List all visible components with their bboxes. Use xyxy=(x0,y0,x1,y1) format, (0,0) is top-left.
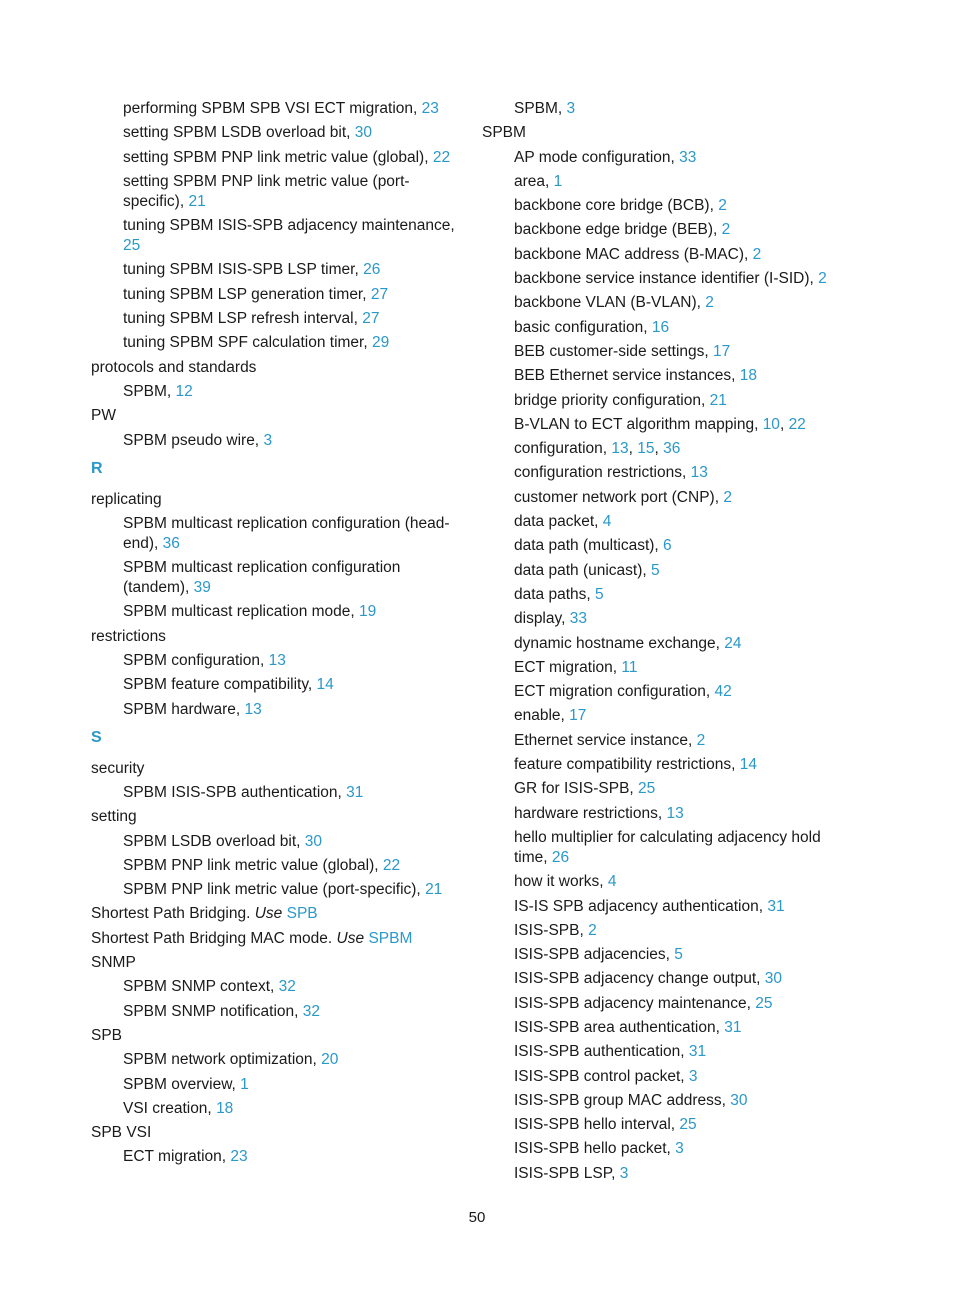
index-subentry xyxy=(91,514,461,554)
page-reference-link[interactable]: 29 xyxy=(371,334,390,352)
index-subentry xyxy=(91,172,461,212)
index-subentry xyxy=(91,856,461,876)
index-subentry xyxy=(482,731,852,751)
index-subentry xyxy=(482,872,852,892)
index-subentry xyxy=(482,921,852,941)
entry-text: ISIS-SPB, xyxy=(514,921,584,939)
entry-text: BEB Ethernet service instances, xyxy=(514,367,736,385)
page-reference-link[interactable]: 31 xyxy=(346,783,364,801)
entry-text: data paths, xyxy=(514,585,591,603)
index-subentry xyxy=(91,216,461,256)
page-reference-link[interactable]: 30 xyxy=(304,832,323,850)
index-column-left xyxy=(91,99,461,1172)
page-reference-link[interactable]: 21 xyxy=(709,391,727,409)
entry-text: SPBM feature compatibility, xyxy=(123,676,313,694)
index-subentry xyxy=(482,585,852,605)
entry-text: Shortest Path Bridging. xyxy=(91,905,251,923)
entry-text: display, xyxy=(514,610,566,628)
index-subentry xyxy=(482,1067,852,1087)
index-entry xyxy=(91,627,461,647)
index-subentry xyxy=(482,994,852,1014)
index-subentry xyxy=(482,682,852,702)
index-subentry xyxy=(482,609,852,629)
page-reference-link[interactable]: 2 xyxy=(588,921,597,939)
index-subentry xyxy=(91,148,461,168)
page-reference-link[interactable]: 13 xyxy=(666,804,684,822)
page-reference-link[interactable]: 5 xyxy=(595,585,604,603)
index-subentry xyxy=(91,700,461,720)
see-reference-link[interactable]: SPBM xyxy=(368,929,413,947)
page-reference-link[interactable]: 15 xyxy=(637,440,655,458)
index-subentry xyxy=(482,897,852,917)
page-reference-link[interactable]: 19 xyxy=(359,603,377,621)
entry-text: SPB xyxy=(91,1026,123,1044)
entry-text: SNMP xyxy=(91,954,136,972)
index-column-right xyxy=(482,99,852,1188)
entry-text: backbone MAC address (B-MAC), xyxy=(514,245,749,263)
index-subentry xyxy=(482,391,852,411)
index-subentry: B-VLAN to ECT algorithm mapping, 10, 22 xyxy=(514,415,806,433)
entry-text: basic configuration, xyxy=(514,318,648,336)
entry-text: backbone VLAN (B-VLAN), xyxy=(514,294,701,312)
index-entry xyxy=(91,406,461,426)
index-subentry: configuration, 13, 15, 36 xyxy=(514,440,681,458)
page-reference-link[interactable]: 2 xyxy=(696,731,706,749)
index-subentry xyxy=(91,977,461,997)
page-reference-link[interactable]: 2 xyxy=(752,245,762,263)
index-subentry xyxy=(91,1050,461,1070)
entry-text: SPB VSI xyxy=(91,1124,152,1142)
page-reference-link[interactable]: 31 xyxy=(724,1018,742,1036)
page-reference-link[interactable]: 2 xyxy=(721,221,731,239)
page-reference-link[interactable]: 22 xyxy=(788,415,806,433)
index-subentry xyxy=(91,285,461,305)
page-reference-link[interactable]: 33 xyxy=(679,148,697,166)
page-reference-link[interactable]: 21 xyxy=(425,881,443,899)
entry-text: ISIS-SPB adjacencies, xyxy=(514,946,670,964)
page-reference-link[interactable]: 5 xyxy=(674,946,683,964)
page-reference-link[interactable]: 25 xyxy=(638,780,656,798)
index-subentry xyxy=(482,488,852,508)
index-subentry xyxy=(482,196,852,216)
index-subentry xyxy=(482,1042,852,1062)
page-reference-link[interactable]: 11 xyxy=(621,658,638,676)
entry-text: tuning SPBM LSP refresh interval, xyxy=(123,310,358,328)
page-reference-link[interactable]: 26 xyxy=(551,848,570,866)
page-reference-link[interactable]: 18 xyxy=(216,1099,234,1117)
page-reference-link[interactable]: 12 xyxy=(175,382,193,400)
page-reference-link[interactable]: 25 xyxy=(123,237,141,255)
page-reference-link[interactable]: 3 xyxy=(566,100,576,117)
index-subentry xyxy=(91,431,461,451)
page-reference-link[interactable]: 31 xyxy=(767,897,785,915)
entry-text: hello multiplier for calculating adjacency hold time, xyxy=(514,828,821,866)
index-subentry xyxy=(482,220,852,240)
entry-text: Shortest Path Bridging MAC mode. xyxy=(91,929,333,947)
page-reference-link[interactable]: 2 xyxy=(718,197,727,215)
page-reference-link[interactable]: 22 xyxy=(382,856,401,874)
entry-text: setting xyxy=(91,808,137,826)
index-subentry xyxy=(482,293,852,313)
section-letter: S xyxy=(91,728,102,746)
index-entry xyxy=(91,490,461,510)
page-reference-link[interactable]: 17 xyxy=(713,342,731,360)
page-reference-link[interactable]: 33 xyxy=(569,610,587,628)
page-reference-link[interactable]: 18 xyxy=(739,367,757,385)
index-subentry xyxy=(482,634,852,654)
entry-text: backbone core bridge (BCB), xyxy=(514,197,714,215)
entry-text: security xyxy=(91,759,145,777)
entry-text: data packet, xyxy=(514,513,599,531)
entry-text: area, xyxy=(514,172,550,190)
index-subentry xyxy=(482,1139,852,1159)
entry-text: configuration restrictions, xyxy=(514,464,687,482)
entry-text: SPBM multicast replication configuration (tandem), xyxy=(123,559,401,597)
index-subentry xyxy=(91,1002,461,1022)
index-subentry xyxy=(91,558,461,598)
entry-text: ISIS-SPB LSP, xyxy=(514,1164,616,1182)
index-subentry xyxy=(482,658,852,678)
page-reference-link[interactable]: 24 xyxy=(724,634,742,652)
page-reference-link[interactable]: 27 xyxy=(370,285,389,303)
index-subentry xyxy=(482,512,852,532)
page-reference-link[interactable]: 30 xyxy=(764,970,782,988)
index-subentry xyxy=(482,779,852,799)
page-reference-link[interactable]: 20 xyxy=(321,1051,339,1069)
index-subentry xyxy=(482,366,852,386)
entry-text: data path (multicast), xyxy=(514,537,659,555)
page-reference-link[interactable]: 2 xyxy=(705,294,714,312)
entry-text: ISIS-SPB area authentication, xyxy=(514,1018,720,1036)
entry-text: customer network port (CNP), xyxy=(514,488,719,506)
entry-text: SPBM, xyxy=(123,382,172,400)
page-reference-link[interactable]: 2 xyxy=(818,270,827,288)
page-reference-link[interactable]: 6 xyxy=(663,537,672,555)
page-number: 50 xyxy=(468,1209,486,1226)
index-subentry xyxy=(482,945,852,965)
entry-text: dynamic hostname exchange, xyxy=(514,634,720,652)
entry-text: ISIS-SPB hello interval, xyxy=(514,1116,676,1134)
page-reference-link[interactable]: 39 xyxy=(193,579,211,597)
page-reference-link[interactable]: 42 xyxy=(714,683,732,701)
entry-text: ISIS-SPB adjacency maintenance, xyxy=(514,994,751,1012)
entry-text: data path (unicast), xyxy=(514,561,647,579)
page-reference-link[interactable]: 32 xyxy=(278,978,296,996)
entry-text: ISIS-SPB adjacency change output, xyxy=(514,970,761,988)
page-reference-link[interactable]: 31 xyxy=(688,1043,707,1061)
page-reference-link[interactable]: 3 xyxy=(619,1164,629,1182)
entry-text: Ethernet service instance, xyxy=(514,731,693,749)
entry-text: SPBM multicast replication configuration (head-end), xyxy=(123,514,450,552)
entry-text: SPBM LSDB overload bit, xyxy=(123,832,301,850)
use-label: Use xyxy=(336,929,365,947)
page-reference-link[interactable]: 4 xyxy=(602,513,612,531)
entry-text: how it works, xyxy=(514,873,604,891)
entry-text: B-VLAN to ECT algorithm mapping, xyxy=(514,415,759,433)
index-subentry xyxy=(482,804,852,824)
page-reference-link[interactable]: 36 xyxy=(663,440,681,458)
index-subentry xyxy=(482,969,852,989)
index-entry xyxy=(91,929,461,949)
index-subentry xyxy=(482,536,852,556)
page-reference-link[interactable]: 27 xyxy=(362,310,380,328)
entry-text: tuning SPBM SPF calculation timer, xyxy=(123,334,368,352)
index-subentry xyxy=(482,1091,852,1111)
page-reference-link[interactable]: 13 xyxy=(268,652,286,670)
page-reference-link[interactable]: 30 xyxy=(730,1091,748,1109)
page-reference-link[interactable]: 13 xyxy=(611,440,629,458)
entry-text: SPBM hardware, xyxy=(123,700,241,718)
entry-text: SPBM SNMP notification, xyxy=(123,1002,299,1020)
entry-text: performing SPBM SPB VSI ECT migration, xyxy=(123,100,418,117)
entry-text: SPBM network optimization, xyxy=(123,1051,317,1069)
index-subentry xyxy=(482,318,852,338)
entry-text: ISIS-SPB control packet, xyxy=(514,1067,685,1085)
page-reference-link[interactable]: 2 xyxy=(723,488,732,506)
page-reference-link[interactable]: 5 xyxy=(651,561,660,579)
entry-text: replicating xyxy=(91,490,162,508)
entry-text: setting SPBM PNP link metric value (port-specific), xyxy=(123,172,410,210)
page-reference-link[interactable]: 13 xyxy=(690,464,708,482)
index-subentry xyxy=(91,783,461,803)
entry-text: SPBM SNMP context, xyxy=(123,978,275,996)
index-entry xyxy=(91,759,461,779)
index-subentry xyxy=(482,172,852,192)
page-reference-link[interactable]: 32 xyxy=(302,1002,321,1020)
index-subentry xyxy=(91,602,461,622)
index-entry xyxy=(91,807,461,827)
entry-text: GR for ISIS-SPB, xyxy=(514,780,634,798)
index-entry xyxy=(91,904,461,924)
index-subentry xyxy=(482,1018,852,1038)
entry-text: enable, xyxy=(514,707,565,725)
entry-text: setting SPBM PNP link metric value (global), xyxy=(123,148,429,166)
entry-text: SPBM pseudo wire, xyxy=(123,431,260,449)
index-subentry xyxy=(482,755,852,775)
page-reference-link[interactable]: 21 xyxy=(188,192,206,210)
index-subentry xyxy=(482,148,852,168)
index-subentry xyxy=(482,1164,852,1184)
index-subentry xyxy=(91,260,461,280)
entry-text: tuning SPBM ISIS-SPB adjacency maintenance, xyxy=(123,217,455,235)
page-reference-link[interactable]: 4 xyxy=(607,873,617,891)
page-reference-link[interactable]: 22 xyxy=(432,148,451,166)
index-entry xyxy=(91,1123,461,1143)
index-entry xyxy=(91,358,461,378)
section-letter: R xyxy=(91,459,103,477)
index-subentry xyxy=(91,99,461,119)
page-reference-link[interactable]: 3 xyxy=(688,1067,698,1085)
page-reference-link[interactable]: 1 xyxy=(240,1075,249,1093)
see-reference-link[interactable]: SPB xyxy=(286,905,318,923)
page-reference-link[interactable]: 25 xyxy=(679,1116,697,1134)
entry-text: bridge priority configuration, xyxy=(514,391,706,409)
entry-text: configuration, xyxy=(514,440,608,458)
page-reference-link[interactable]: 17 xyxy=(569,707,587,725)
page-reference-link[interactable]: 1 xyxy=(553,172,563,190)
entry-text: setting SPBM LSDB overload bit, xyxy=(123,124,351,142)
entry-text: SPBM PNP link metric value (global), xyxy=(123,856,379,874)
index-subentry xyxy=(91,651,461,671)
entry-text: backbone service instance identifier (I-SID), xyxy=(514,270,814,288)
entry-text: SPBM xyxy=(482,124,526,142)
entry-text: ECT migration, xyxy=(514,658,618,676)
entry-text: IS-IS SPB adjacency authentication, xyxy=(514,897,764,915)
entry-text: BEB customer-side settings, xyxy=(514,342,709,360)
entry-text: SPBM configuration, xyxy=(123,652,265,670)
entry-text: SPBM ISIS-SPB authentication, xyxy=(123,783,342,801)
index-subentry xyxy=(482,269,852,289)
index-subentry xyxy=(91,123,461,143)
index-subentry xyxy=(482,1115,852,1135)
index-subentry xyxy=(91,832,461,852)
page-reference-link[interactable]: 25 xyxy=(755,994,773,1012)
index-subentry xyxy=(482,99,852,119)
index-subentry xyxy=(91,1075,461,1095)
entry-text: ISIS-SPB hello packet, xyxy=(514,1140,671,1158)
page-reference-link[interactable]: 14 xyxy=(316,676,334,694)
index-entry xyxy=(482,123,852,143)
index-subentry xyxy=(91,333,461,353)
page-reference-link[interactable]: 3 xyxy=(263,431,273,449)
entry-text: protocols and standards xyxy=(91,358,257,376)
index-subentry xyxy=(91,382,461,402)
entry-text: hardware restrictions, xyxy=(514,804,663,822)
index-subentry xyxy=(482,706,852,726)
index-subentry xyxy=(482,342,852,362)
page-reference-link[interactable]: 36 xyxy=(162,534,180,552)
entry-text: tuning SPBM ISIS-SPB LSP timer, xyxy=(123,261,359,279)
entry-text: ISIS-SPB authentication, xyxy=(514,1043,685,1061)
page-reference-link[interactable]: 26 xyxy=(363,261,381,279)
entry-text: feature compatibility restrictions, xyxy=(514,756,736,774)
use-label: Use xyxy=(254,905,283,923)
index-subentry xyxy=(482,561,852,581)
index-subentry xyxy=(91,1147,461,1167)
entry-text: SPBM PNP link metric value (port-specific), xyxy=(123,881,421,899)
entry-text: restrictions xyxy=(91,627,166,645)
entry-text: ISIS-SPB group MAC address, xyxy=(514,1091,726,1109)
entry-text: SPBM overview, xyxy=(123,1075,236,1093)
entry-text: backbone edge bridge (BEB), xyxy=(514,221,718,239)
entry-text: ECT migration, xyxy=(123,1148,227,1166)
entry-text: SPBM, xyxy=(514,100,563,117)
entry-text: tuning SPBM LSP generation timer, xyxy=(123,285,367,303)
index-subentry xyxy=(91,1099,461,1119)
index-subentry xyxy=(482,463,852,483)
index-subentry xyxy=(482,245,852,265)
index-subentry xyxy=(91,309,461,329)
page-reference-link[interactable]: 23 xyxy=(421,100,439,117)
page-reference-link[interactable]: 14 xyxy=(739,756,757,774)
entry-text: SPBM multicast replication mode, xyxy=(123,603,355,621)
entry-text: VSI creation, xyxy=(123,1099,212,1117)
page-reference-link[interactable]: 16 xyxy=(651,318,670,336)
page-reference-link[interactable]: 13 xyxy=(244,700,262,718)
index-entry xyxy=(91,953,461,973)
entry-text: AP mode configuration, xyxy=(514,148,675,166)
entry-text: ECT migration configuration, xyxy=(514,683,711,701)
index-subentry xyxy=(91,675,461,695)
index-entry xyxy=(91,1026,461,1046)
page-reference-link[interactable]: 10 xyxy=(762,415,780,433)
page-reference-link[interactable]: 3 xyxy=(675,1140,684,1158)
page-reference-link[interactable]: 30 xyxy=(354,124,373,142)
entry-text: PW xyxy=(91,407,116,425)
index-subentry xyxy=(91,880,461,900)
index-subentry xyxy=(482,828,852,868)
page-reference-link[interactable]: 23 xyxy=(230,1148,248,1166)
